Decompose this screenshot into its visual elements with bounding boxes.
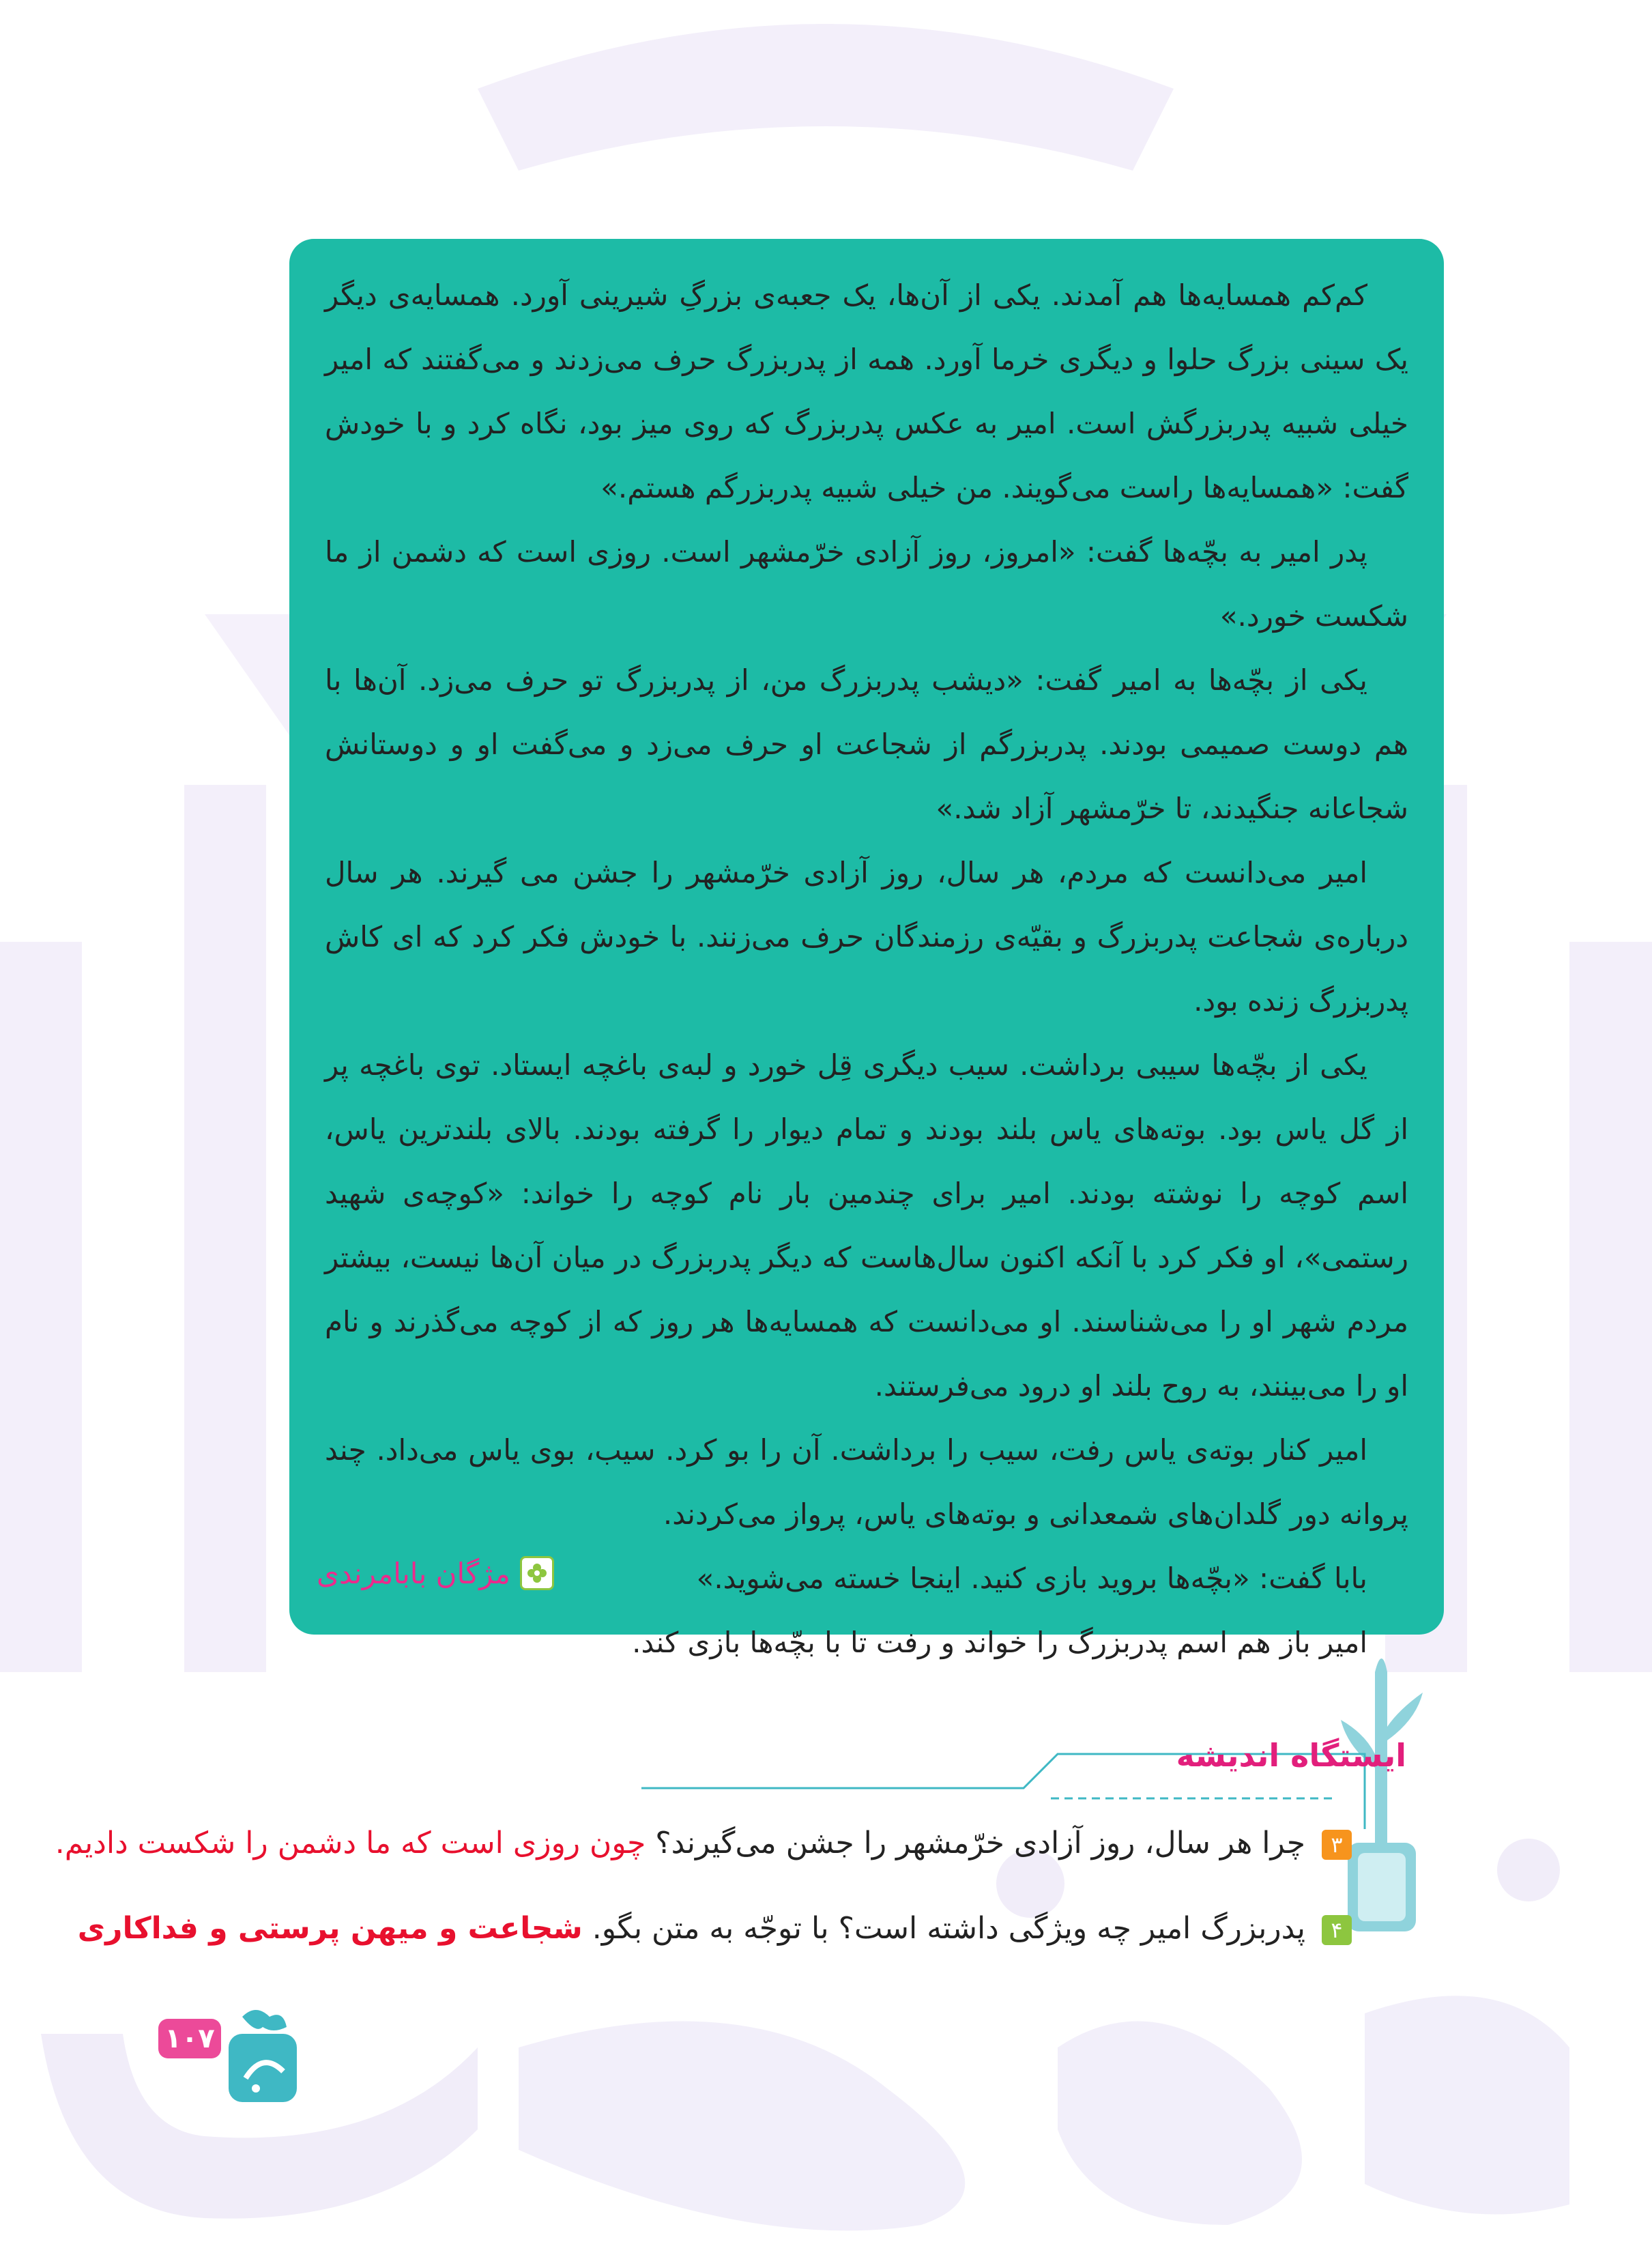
- question-3: [55, 1826, 1352, 1860]
- story-paragraph: امیر باز هم اسم پدربزرگ را خواند و رفت تا با بچّه‌ها بازی کند.: [632, 1626, 1367, 1659]
- author-credit: [317, 1556, 554, 1590]
- question-4: [78, 1911, 1352, 1946]
- story-paragraph: یکی از بچّه‌ها به امیر گفت: «دیشب پدربزرگ من، از پدربزرگ تو حرف می‌زد. آن‌ها با هم دوست صمیمی بودند. پدربزرگم از شجاعت او حرف می‌زد و می‌گفت او و دوستانش شجاعانه جنگیدند، تا خرّمشهر آزاد شد.»: [325, 663, 1408, 825]
- question-text: چرا هر سال، روز آزادی خرّمشهر را جشن می‌گیرند؟: [655, 1826, 1305, 1860]
- story-paragraph: امیر می‌دانست که مردم، هر سال، روز آزادی خرّمشهر را جشن می گیرند. هر سال درباره‌ی شجاعت پدربزرگ و بقیّه‌ی رزمندگان حرف می‌زنند. با خودش فکر کرد که ای کاش پدربزرگ زنده بود.: [325, 856, 1408, 1018]
- answer-text: شجاعت و میهن پرستی و فداکاری: [77, 1911, 583, 1946]
- flower-icon: [520, 1556, 554, 1590]
- section-title: ایستگاه اندیشه: [1176, 1737, 1406, 1774]
- author-name: مژگان بابامرندی: [317, 1556, 510, 1590]
- page-number: ۱۰۷: [158, 2019, 221, 2058]
- story-box: [289, 239, 1444, 1659]
- story-paragraph: یکی از بچّه‌ها سیبی برداشت. سیب دیگری قِل خورد و لبه‌ی باغچه ایستاد. توی باغچه پر از گل یاس بود. بوته‌های یاس بلند بودند و تمام دیوار را گرفته بودند. بالای بلندترین یاس، اسم کوچه را نوشته بودند. امیر برای چندمین بار نام کوچه را خواند: «کوچه‌ی شهید رستمی»، او فکر کرد با آنکه اکنون سال‌هاست که دیگر پدربزرگ در میان آن‌ها نیست، بیشتر مردم شهر او را می‌شناسند. او می‌دانست که همسایه‌ها هر روز که از کوچه می‌گذرند و نام او را می‌بینند، به روح بلند او درود می‌فرستند.: [325, 1048, 1408, 1403]
- story-text: [325, 263, 1408, 1675]
- question-number-badge: ۳: [1322, 1830, 1352, 1860]
- answer-text: چون روزی است که ما دشمن را شکست دادیم.: [55, 1826, 646, 1860]
- story-paragraph: امیر کنار بوته‌ی یاس رفت، سیب را برداشت. آن را بو کرد. سیب، بوی یاس می‌داد. چند پروانه دور گلدان‌های شمعدانی و بوته‌های یاس، پرواز می‌کردند.: [325, 1433, 1408, 1531]
- story-paragraph: بابا گفت: «بچّه‌ها بروید بازی کنید. اینجا خسته می‌شوید.»: [696, 1562, 1367, 1595]
- question-number-badge: ۴: [1322, 1915, 1352, 1945]
- question-text: پدربزرگ امیر چه ویژگی داشته است؟ با توجّه به متن بگو.: [592, 1911, 1305, 1946]
- story-paragraph: پدر امیر به بچّه‌ها گفت: «امروز، روز آزادی خرّمشهر است. روزی است که دشمن از ما شکست خورد.»: [325, 535, 1408, 633]
- story-paragraph: کم‌کم همسایه‌ها هم آمدند. یکی از آن‌ها، یک جعبه‌ی بزرگِ شیرینی آورد. همسایه‌ی دیگر یک سینی بزرگ حلوا و دیگری خرما آورد. همه از پدربزرگ حرف می‌زدند و می‌گفتند که امیر خیلی شبیه پدربزرگش است. امیر به عکس پدربزرگ که روی میز بود، نگاه کرد و با خودش گفت: «همسایه‌ها راست می‌گویند. من خیلی شبیه پدربزرگم هستم.»: [325, 278, 1408, 504]
